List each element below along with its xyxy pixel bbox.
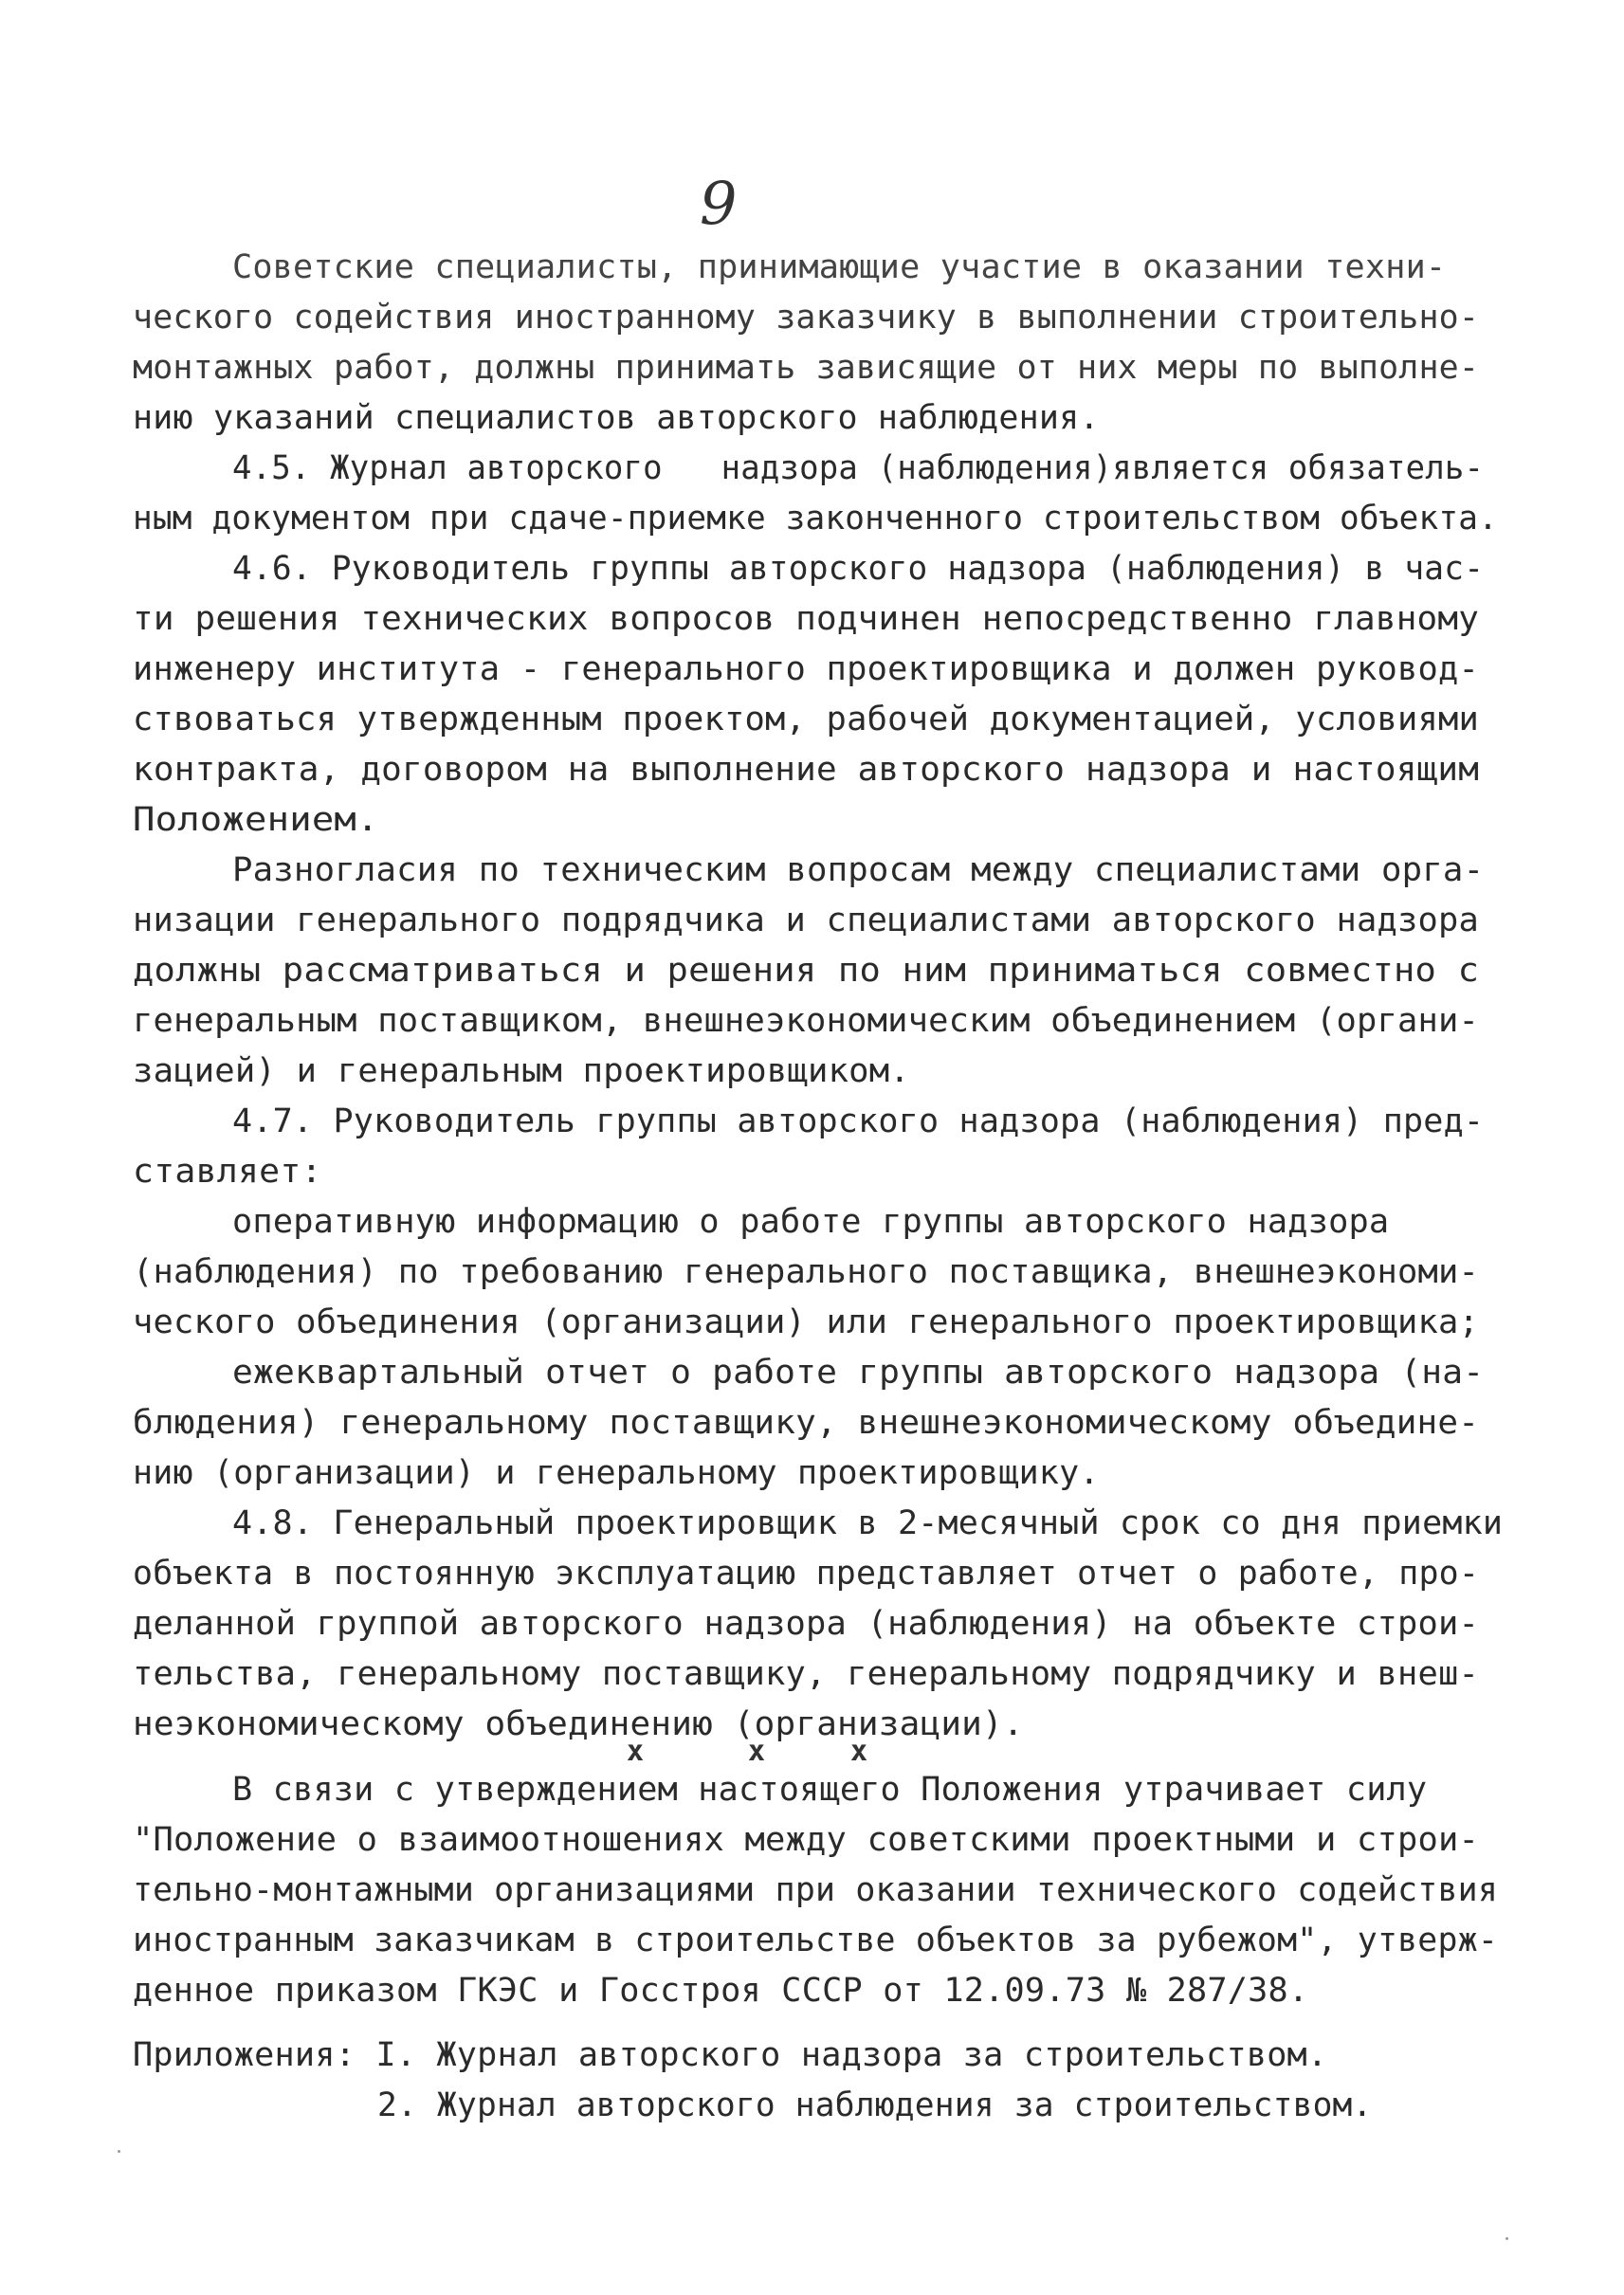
appendix-line: Приложения: I. Журнал авторского надзора за строительством. xyxy=(133,2036,1328,2074)
text-line: генеральным поставщиком, внешнеэкономическим объединением (органи- xyxy=(133,1002,1480,1040)
text-line: ческого объединения (организации) или генерального проектировщика; xyxy=(133,1303,1480,1341)
text-line: нию (организации) и генеральному проектировщику. xyxy=(133,1454,1100,1492)
text-line: тельства, генеральному поставщику, генеральному подрядчику и внеш- xyxy=(133,1655,1480,1693)
page-number: 9 xyxy=(700,169,738,238)
text-line: нию указаний специалистов авторского наблюдения. xyxy=(133,399,1100,437)
text-line: ным документом при сдаче-приемке законченного строительством объекта. xyxy=(133,500,1498,537)
text-line: В связи с утверждением настоящего Положения утрачивает силу xyxy=(232,1771,1428,1809)
scan-speck xyxy=(1505,2237,1508,2240)
text-line: ствоваться утвержденным проектом, рабочей документацией, условиями xyxy=(133,701,1480,738)
text-line: инженеру института - генерального проектировщика и должен руковод- xyxy=(133,650,1480,688)
text-line: 4.5. Журнал авторского надзора (наблюдения)является обязатель- xyxy=(232,449,1485,487)
text-line: денное приказом ГКЭС и Госстроя СССР от 12.09.73 № 287/38. xyxy=(133,1972,1309,2010)
text-line: Положением. xyxy=(133,801,379,839)
text-line: объекта в постоянную эксплуатацию представляет отчет о работе, про- xyxy=(133,1555,1480,1593)
text-line: "Положение о взаимоотношениях между советскими проектными и строи- xyxy=(133,1821,1480,1859)
text-line: Советские специалисты, принимающие участие в оказании техни- xyxy=(232,248,1447,286)
text-line: деланной группой авторского надзора (наблюдения) на объекте строи- xyxy=(133,1605,1480,1643)
separator-mark: x xyxy=(748,1735,766,1768)
text-line: ческого содействия иностранному заказчику в выполнении строительно- xyxy=(133,299,1480,337)
text-line: оперативную информацию о работе группы авторского надзора xyxy=(232,1203,1390,1241)
text-line: низации генерального подрядчика и специалистами авторского надзора xyxy=(133,902,1480,939)
scan-speck xyxy=(118,2150,120,2153)
text-line: (наблюдения) по требованию генерального поставщика, внешнеэкономи- xyxy=(133,1253,1480,1291)
text-line: ежеквартальный отчет о работе группы авторского надзора (на- xyxy=(232,1354,1485,1392)
text-line: контракта, договором на выполнение авторского надзора и настоящим xyxy=(133,751,1480,789)
text-line: 4.7. Руководитель группы авторского надзора (наблюдения) пред- xyxy=(232,1102,1485,1140)
appendix-line: 2. Журнал авторского наблюдения за строительством. xyxy=(377,2086,1373,2124)
text-line: ставляет: xyxy=(133,1153,322,1191)
separator-mark: x xyxy=(850,1735,868,1768)
text-line: иностранным заказчикам в строительстве объектов за рубежом", утверж- xyxy=(133,1922,1499,1959)
text-line: тельно-монтажными организациями при оказании технического содействия xyxy=(133,1871,1499,1909)
text-line: 4.8. Генеральный проектировщик в 2-месячный срок со дня приемки xyxy=(232,1504,1504,1542)
text-line: 4.6. Руководитель группы авторского надзора (наблюдения) в час- xyxy=(232,550,1485,588)
text-line: ти решения технических вопросов подчинен непосредственно главному xyxy=(133,600,1480,638)
separator-mark: x xyxy=(627,1735,645,1768)
text-line: должны рассматриваться и решения по ним приниматься совместно с xyxy=(133,952,1480,990)
text-line: монтажных работ, должны принимать зависящие от них меры по выполне- xyxy=(133,349,1480,387)
text-line: блюдения) генеральному поставщику, внешнеэкономическому объедине- xyxy=(133,1404,1480,1442)
text-line: неэкономическому объединению (организации). xyxy=(133,1705,1024,1743)
text-line: Разногласия по техническим вопросам между специалистами орга- xyxy=(232,851,1485,889)
text-line: зацией) и генеральным проектировщиком. xyxy=(133,1052,910,1090)
